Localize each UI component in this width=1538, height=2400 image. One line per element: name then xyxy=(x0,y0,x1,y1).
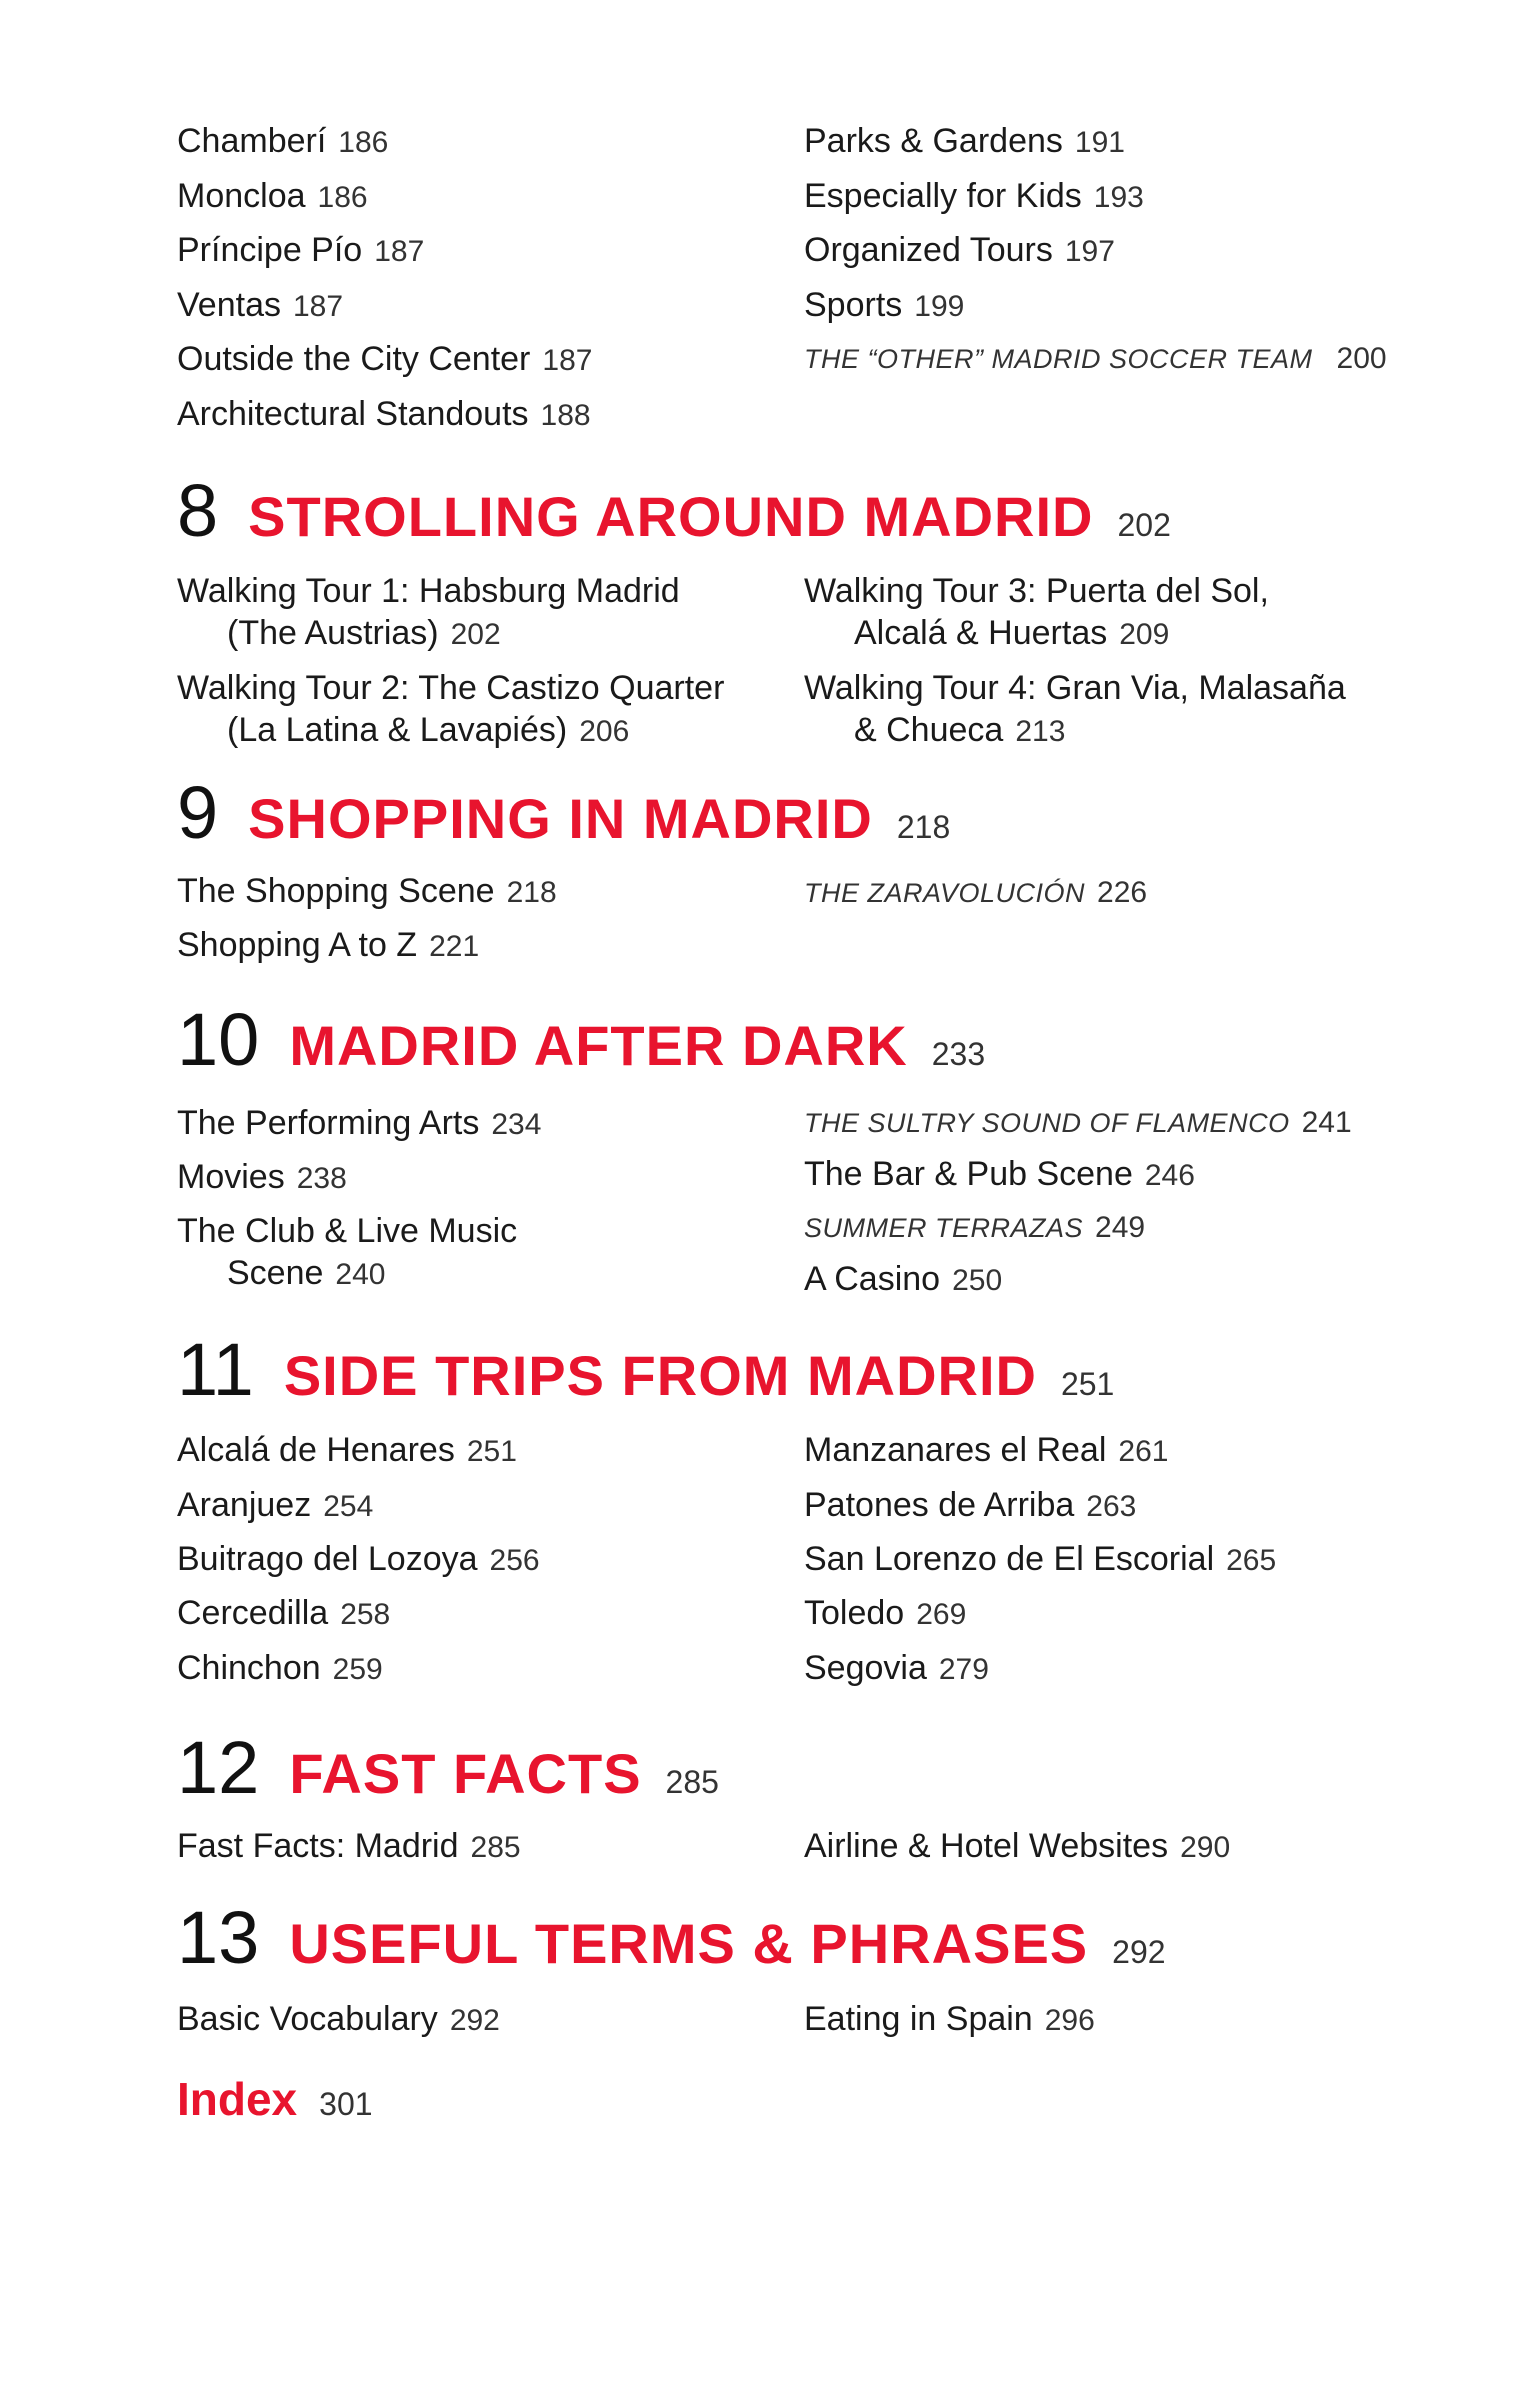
chapter-heading-8[interactable] xyxy=(177,468,1171,553)
toc-entry[interactable]: Patones de Arriba 263 xyxy=(804,1486,1137,1524)
toc-entry[interactable]: Walking Tour 4: Gran Via, Malasaña & Chueca 213 xyxy=(804,669,1346,749)
toc-sidebar-entry[interactable]: THE SULTRY SOUND OF FLAMENCO 241 xyxy=(804,1106,1352,1139)
chapter-page: 218 xyxy=(896,809,951,845)
chapter-number: 8 xyxy=(177,469,219,552)
index-title: Index xyxy=(177,2073,298,2125)
toc-entry[interactable]: The Performing Arts 234 xyxy=(177,1104,542,1142)
toc-entry[interactable]: Chamberí 186 xyxy=(177,122,389,160)
toc-sidebar-entry[interactable]: THE “OTHER” MADRID SOCCER TEAM 200 xyxy=(804,342,1387,375)
chapter-number: 12 xyxy=(177,1726,260,1809)
chapter-title: SIDE TRIPS FROM MADRID xyxy=(283,1344,1037,1407)
index-link[interactable] xyxy=(177,2072,373,2126)
toc-entry[interactable]: Outside the City Center 187 xyxy=(177,340,593,378)
chapter-title: FAST FACTS xyxy=(289,1742,642,1805)
chapter-page: 292 xyxy=(1112,1934,1166,1970)
chapter-number: 11 xyxy=(177,1328,254,1411)
chapter-title: USEFUL TERMS & PHRASES xyxy=(289,1912,1089,1975)
toc-sidebar-entry[interactable]: SUMMER TERRAZAS 249 xyxy=(804,1211,1146,1244)
toc-entry[interactable]: Walking Tour 2: The Castizo Quarter (La Latina & Lavapiés) 206 xyxy=(177,669,725,749)
chapter-heading-9[interactable] xyxy=(177,770,950,855)
toc-entry[interactable]: Basic Vocabulary 292 xyxy=(177,2000,500,2038)
toc-entry[interactable]: Toledo 269 xyxy=(804,1594,967,1632)
chapter-heading-10[interactable] xyxy=(177,997,985,1082)
toc-entry[interactable]: Segovia 279 xyxy=(804,1649,989,1687)
toc-entry[interactable]: Manzanares el Real 261 xyxy=(804,1431,1169,1469)
toc-entry[interactable]: The Shopping Scene 218 xyxy=(177,872,557,910)
chapter-page: 233 xyxy=(931,1036,986,1072)
toc-entry[interactable]: San Lorenzo de El Escorial 265 xyxy=(804,1540,1277,1578)
toc-entry[interactable]: Alcalá de Henares 251 xyxy=(177,1431,517,1469)
index-page: 301 xyxy=(319,2086,373,2122)
toc-entry[interactable]: The Bar & Pub Scene 246 xyxy=(804,1155,1195,1193)
toc-entry[interactable]: Walking Tour 1: Habsburg Madrid (The Austrias) 202 xyxy=(177,572,680,652)
chapter-number: 9 xyxy=(177,771,219,854)
chapter-title: SHOPPING IN MADRID xyxy=(248,787,873,850)
toc-entry[interactable]: A Casino 250 xyxy=(804,1260,1003,1298)
toc-entry[interactable]: Organized Tours 197 xyxy=(804,231,1115,269)
toc-entry[interactable]: Airline & Hotel Websites 290 xyxy=(804,1827,1231,1865)
chapter-page: 285 xyxy=(665,1764,719,1800)
toc-entry[interactable]: Aranjuez 254 xyxy=(177,1486,374,1524)
toc-entry[interactable]: Príncipe Pío 187 xyxy=(177,231,425,269)
toc-entry[interactable]: Architectural Standouts 188 xyxy=(177,395,591,433)
toc-entry[interactable]: Movies 238 xyxy=(177,1158,347,1196)
chapter-title: STROLLING AROUND MADRID xyxy=(248,485,1094,548)
toc-entry[interactable]: The Club & Live Music Scene 240 xyxy=(177,1212,518,1292)
toc-entry[interactable]: Moncloa 186 xyxy=(177,177,368,215)
chapter-title: MADRID AFTER DARK xyxy=(289,1014,908,1077)
toc-entry[interactable]: Chinchon 259 xyxy=(177,1649,383,1687)
toc-entry[interactable]: Shopping A to Z 221 xyxy=(177,926,480,964)
toc-entry[interactable]: Cercedilla 258 xyxy=(177,1594,391,1632)
toc-entry[interactable]: Parks & Gardens 191 xyxy=(804,122,1125,160)
chapter-page: 251 xyxy=(1060,1366,1115,1402)
chapter-number: 10 xyxy=(177,998,260,1081)
toc-entry[interactable]: Walking Tour 3: Puerta del Sol, Alcalá & Huertas 209 xyxy=(804,572,1269,652)
chapter-heading-11[interactable] xyxy=(177,1327,1114,1412)
toc-entry[interactable]: Sports 199 xyxy=(804,286,965,324)
chapter-heading-12[interactable] xyxy=(177,1725,719,1810)
toc-entry[interactable]: Eating in Spain 296 xyxy=(804,2000,1095,2038)
toc-entry[interactable]: Especially for Kids 193 xyxy=(804,177,1144,215)
toc-entry[interactable]: Fast Facts: Madrid 285 xyxy=(177,1827,521,1865)
chapter-page: 202 xyxy=(1117,507,1171,543)
toc-entry[interactable]: Ventas 187 xyxy=(177,286,344,324)
toc-entry[interactable]: Buitrago del Lozoya 256 xyxy=(177,1540,540,1578)
chapter-number: 13 xyxy=(177,1896,260,1979)
chapter-heading-13[interactable] xyxy=(177,1895,1166,1980)
toc-sidebar-entry[interactable]: THE ZARAVOLUCIÓN 226 xyxy=(804,876,1148,909)
